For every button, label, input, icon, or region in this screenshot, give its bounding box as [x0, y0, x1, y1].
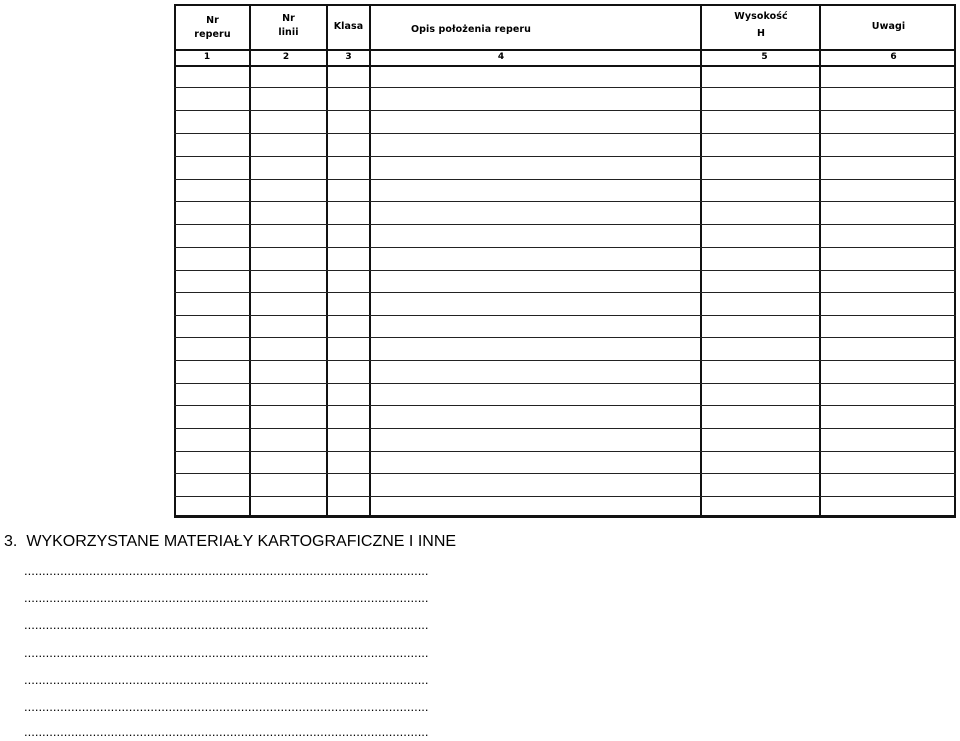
- row-divider: [174, 337, 956, 338]
- fill-line[interactable]: ................................................................................................................: [24, 617, 429, 632]
- column-number: 6: [890, 52, 897, 62]
- fill-line[interactable]: ................................................................................................................: [24, 672, 429, 687]
- row-divider: [174, 451, 956, 452]
- row-divider: [174, 270, 956, 271]
- section-number: 3.: [4, 533, 18, 550]
- header-text: Klasa: [333, 21, 364, 32]
- column-number: 5: [761, 52, 768, 62]
- row-divider: [174, 133, 956, 134]
- column-divider: [700, 4, 702, 518]
- row-divider: [174, 496, 956, 497]
- row-divider: [174, 247, 956, 248]
- column-divider: [819, 4, 821, 518]
- fill-line[interactable]: ................................................................................................................: [24, 590, 429, 605]
- benchmark-table: [174, 4, 956, 518]
- section-title: [4, 533, 456, 551]
- header-opis: [371, 23, 571, 37]
- fill-line[interactable]: ................................................................................................................: [24, 645, 429, 660]
- fill-line[interactable]: ................................................................................................................: [24, 724, 429, 739]
- row-divider: [174, 473, 956, 474]
- header-klasa: [328, 20, 369, 34]
- fill-line[interactable]: ................................................................................................................: [24, 699, 429, 714]
- row-divider: [174, 292, 956, 293]
- section-title-text: WYKORZYSTANE MATERIAŁY KARTOGRAFICZNE I INNE: [26, 533, 457, 550]
- header-nr-linii: [251, 12, 326, 40]
- column-number: 1: [203, 52, 211, 62]
- column-number: 4: [497, 52, 505, 62]
- header-text: Uwagi: [871, 21, 906, 32]
- header-text: Nr: [206, 15, 219, 26]
- header-text: reperu: [194, 29, 231, 40]
- header-text: linii: [278, 27, 299, 38]
- header-wysokosc: [702, 10, 820, 41]
- row-divider: [174, 383, 956, 384]
- row-divider: [174, 224, 956, 225]
- row-divider: [174, 156, 956, 157]
- header-text: Wysokość: [734, 11, 788, 22]
- row-divider: [174, 315, 956, 316]
- column-divider: [369, 4, 371, 518]
- row-divider: [174, 179, 956, 180]
- row-divider: [174, 87, 956, 88]
- header-text: Opis położenia reperu: [410, 24, 532, 35]
- header-text: H: [756, 28, 766, 39]
- header-text: Nr: [282, 13, 295, 24]
- column-number: 2: [282, 52, 290, 62]
- row-divider: [174, 405, 956, 406]
- header-uwagi: [821, 20, 956, 34]
- fill-line[interactable]: ................................................................................................................: [24, 563, 429, 578]
- column-number: 3: [345, 52, 352, 62]
- header-nr-reperu: [176, 14, 249, 42]
- numbering-divider: [174, 65, 956, 67]
- column-divider: [249, 4, 251, 518]
- row-divider: [174, 110, 956, 111]
- header-divider: [174, 49, 956, 51]
- row-divider: [174, 428, 956, 429]
- column-divider: [326, 4, 328, 518]
- row-divider: [174, 201, 956, 202]
- row-divider: [174, 360, 956, 361]
